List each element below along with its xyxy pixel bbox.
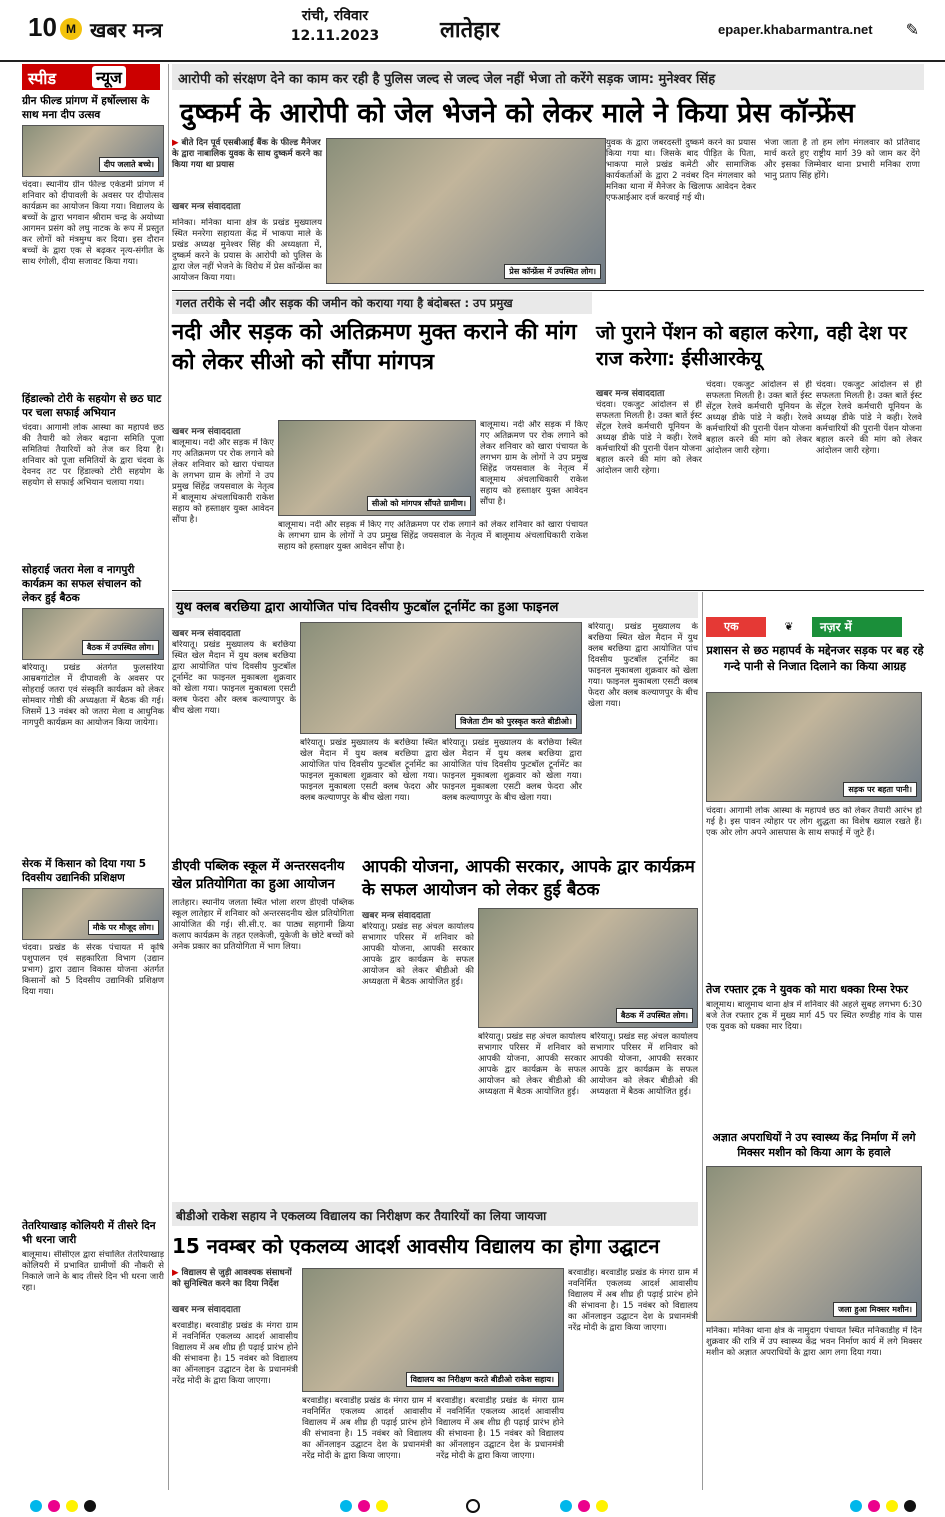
yellow-dot-icon (596, 1500, 608, 1512)
dav-body-spacer (172, 940, 354, 1196)
nazar-body-2: बालूमाथ। बालूमाथ थाना क्षेत्र में शनिवार की अहले सुबह लगभग 6:30 बजे तेज रफ्तार ट्रक में मुख्य मार्ग 45 पर स्थित रुण्डीह गांव के पास एक युवक को धक्का मार दिया। (706, 1000, 922, 1032)
river-body-cont: बालूमाथ। नदी और सड़क में किए गए अतिक्रमण पर रोक लगाने को लेकर शनिवार को खारा पंचायत के लगभग ग्राम के लोगों ने उप प्रमुख सिंहेंद्र जयसवाल के नेतृत्व में बालूमाथ अंचलाधिकारी राकेश सहाय को हस्ताक्षर युक्त आवेदन सौंपा है। (278, 520, 588, 552)
yojana-caption: बैठक में उपस्थित लोग। (616, 1008, 693, 1023)
speed-headline-1: ग्रीन फील्ड प्रांगण में हर्षोल्लास के साथ मना दीप उत्सव (22, 95, 150, 121)
speed-news-column (22, 94, 164, 1390)
cyan-dot-icon (340, 1500, 352, 1512)
magenta-dot-icon (48, 1500, 60, 1512)
print-registration-bar (0, 1494, 945, 1517)
pension-headline: जो पुराने पेंशन को बहाल करेगा, वही देश पर राज करेगा: ईसीआरकेयू (596, 322, 907, 370)
nazar-headline-1: प्रशासन से छठ महापर्व के मद्देनजर सड़क पर बह रहे गन्दे पानी से निजात दिलाने का किया आग्रह (706, 643, 924, 673)
eklavya-body-4: बरवाडीह। बरवाडीह प्रखंड के मंगरा ग्राम में नवनिर्मित एकलव्य आदर्श आवासीय विद्यालय में अब शीघ्र ही पढ़ाई प्रारंभ होने की संभावना है। 15 नवंबर को विद्यालय का ऑनलाइन उद्घाटन देश के प्रधानमंत्री नरेंद्र मोदी के द्वारा किया जाएगा। (568, 1268, 698, 1333)
football-headline: युथ क्लब बरछिया द्वारा आयोजित पांच दिवसीय फुटबॉल टूर्नामेंट का हुआ फाइनल (176, 600, 559, 615)
pension-body-2: चंदवा। एकजुट आंदोलन से ही सफलता मिलती है। उक्त बातें ईस्ट सेंट्रल रेलवे कर्मचारी यूनियन के अध्यक्ष डीके पांडे ने कही। रेलवे कर्मचारियों की पुरानी पेंशन योजना बहाल करने की मांग को लेकर आंदोलन जारी रहेगा। (706, 380, 812, 456)
magenta-dot-icon (868, 1500, 880, 1512)
eklavya-strap-band (172, 1202, 698, 1226)
column-divider (702, 592, 703, 1490)
crosshair-icon (466, 1499, 480, 1513)
speed-news-tag-1: स्पीड (28, 69, 57, 88)
speed-photo-4 (22, 888, 164, 940)
eklavya-headline: 15 नवम्बर को एकलव्य आदर्श आवसीय विद्यालय का होगा उद्घाटन (172, 1234, 660, 1258)
nazar-tag-1: एक (706, 617, 766, 637)
top-body-2: युवक के द्वारा जबरदस्ती दुष्कर्म करने का प्रयास किया गया था। जिसके बाद पीड़ित के पिता, भाकपा माले प्रखंड कमेटी और सामाजिक कार्यकर्ताओं के द्वारा 2 नवंबर दिन मंगलवार को मनिका थाना में मैनेजर के खिलाफ आवेदन देकर एफआईआर दर्ज करवाई गई थी। (606, 138, 756, 203)
nazar-caption-3: जला हुआ मिक्सर मशीन। (833, 1302, 917, 1317)
divider (172, 590, 924, 591)
eklavya-caption: विद्यालय का निरीक्षण करते बीडीओ राकेश सहाय। (406, 1372, 559, 1387)
page-number: 10 (28, 12, 57, 42)
black-dot-icon (904, 1500, 916, 1512)
date-label: 12.11.2023 (290, 28, 380, 44)
cyan-dot-icon (560, 1500, 572, 1512)
top-headline: दुष्कर्म के आरोपी को जेल भेजने को लेकर माले ने किया प्रेस कॉन्फ्रेंस (180, 98, 855, 129)
speed-photo-1 (22, 125, 164, 177)
website-link[interactable]: epaper.khabarmantra.net (718, 22, 873, 37)
speed-news-tag (22, 64, 160, 90)
football-band (172, 592, 698, 618)
top-strap: आरोपी को संरक्षण देने का काम कर रही है पुलिस जल्द से जल्द जेल नहीं भेजा तो करेंगे सड़क जाम: मुनेश्वर सिंह (178, 72, 716, 87)
speed-caption-3: बैठक में उपस्थित लोग। (82, 640, 159, 655)
speed-headline-2: हिंडाल्को टोरी के सहयोग से छठ घाट पर चला सफाई अभियान (22, 393, 162, 419)
football-body-1: बरियातू। प्रखंड मुख्यालय के बरछिया स्थित खेल मैदान में युथ क्लब बरछिया द्वारा आयोजित पांच दिवसीय फुटबॉल टूर्नामेंट का फाइनल मुकाबला शुक्रवार को खेला गया। फाइनल मुकाबला एसटी क्लब फेदरा और क्लब कल्याणपुर के बीच खेला गया। (172, 640, 296, 716)
top-body-1: मनिका। मनिका थाना क्षेत्र के प्रखंड मुख्यालय स्थित मनरेगा सहायता केंद्र में भाकपा माले के प्रखंड अध्यक्ष मुनेश्वर सिंह की अध्यक्षता में, दुष्कर्म करने के प्रयास के आरोपी को पुलिस के द्वारा जेल नहीं भेजने के विरोध में प्रेस कॉन्फ्रेंस का आयोजन किया गया। (172, 218, 322, 283)
eklavya-byline: खबर मन्त्र संवाददाता (172, 1305, 241, 1315)
date-box (255, 6, 415, 46)
yojana-body-1: बरियातू। प्रखंड सह अंचल कार्यालय सभागार परिसर में शनिवार को आपकी योजना, आपकी सरकार आपके द्वार कार्यक्रम के सफल आयोजन को लेकर बीडीओ की अध्यक्षता में बैठक आयोजित हुई। (362, 922, 474, 987)
river-photo (278, 420, 476, 516)
eklavya-body-1: बरवाडीह। बरवाडीह प्रखंड के मंगरा ग्राम में नवनिर्मित एकलव्य आदर्श आवासीय विद्यालय में अब शीघ्र ही पढ़ाई प्रारंभ होने की संभावना है। 15 नवंबर को विद्यालय का ऑनलाइन उद्घाटन देश के प्रधानमंत्री नरेंद्र मोदी के द्वारा किया जाएगा। (172, 1321, 298, 1386)
speed-photo-3 (22, 608, 164, 660)
yojana-body-2: बरियातू। प्रखंड सह अंचल कार्यालय सभागार परिसर में शनिवार को आपकी योजना, आपकी सरकार आपके द्वार कार्यक्रम के सफल आयोजन को लेकर बीडीओ की अध्यक्षता में बैठक आयोजित हुई। (478, 1032, 586, 1097)
magenta-dot-icon (358, 1500, 370, 1512)
dav-headline: डीएवी पब्लिक स्कूल में अन्तरसदनीय खेल प्रतियोगिता का हुआ आयोजन (172, 859, 345, 892)
cyan-dot-icon (850, 1500, 862, 1512)
speed-body-3: बरियातू। प्रखंड अंतर्गत फुलसरिया आम्रबगांटोल में दीपावली के अवसर पर सोहराई जतरा एवं संस्कृति कार्यक्रम को लेकर सोमवार गोष्ठी की अध्यक्षता में बैठक की गई। जिसमें 13 नवंबर को जतरा मेला व आधुनिक नागपुरी कार्यक्रम का आयोजन किया जायेगा। (22, 663, 164, 728)
eklavya-body-2: बरवाडीह। बरवाडीह प्रखंड के मंगरा ग्राम में नवनिर्मित एकलव्य आदर्श आवासीय विद्यालय में अब शीघ्र ही पढ़ाई प्रारंभ होने की संभावना है। 15 नवंबर को विद्यालय का ऑनलाइन उद्घाटन देश के प्रधानमंत्री नरेंद्र मोदी के द्वारा किया जाएगा। (302, 1396, 432, 1461)
speed-headline-5: तेतरियाखाड़ कोलियरी में तीसरे दिन भी धरना जारी (22, 1220, 156, 1246)
dav-body-1: लातेहार। स्थानीय जलता स्थित भोला शरण डीएवी पब्लिक स्कूल लातेहार में शनिवार को अन्तरसदनीय खेल प्रतियोगिता आयोजित की गई। सी.सी.ए. का पाठ्य सहगामी क्रिया कलाप कार्यक्रम के तहत एलकेजी, यूकेजी के छोटे बच्चों को अनेक प्रकार का प्रतियोगिता में भाग लिया। (172, 898, 354, 952)
football-photo (300, 622, 582, 734)
masthead (0, 0, 945, 62)
football-body-4: बरियातू। प्रखंड मुख्यालय के बरछिया स्थित खेल मैदान में युथ क्लब बरछिया द्वारा आयोजित पांच दिवसीय फुटबॉल टूर्नामेंट का फाइनल मुकाबला शुक्रवार को खेला गया। फाइनल मुकाबला एसटी क्लब फेदरा और क्लब कल्याणपुर के बीच खेला गया। (588, 622, 698, 709)
nazar-body-3: मनिका। मनिका थाना क्षेत्र के नामुदाग पंचायत स्थित मनिकाडीह में दिन शुक्रवार की रात्रि में उप स्वास्थ्य केंद्र भवन निर्माण कार्य में लगे मिक्सर मशीन को अज्ञात अपराधियों के द्वारा आग लगा दिया गया। (706, 1326, 922, 1358)
nazar-photo-3 (706, 1166, 922, 1322)
river-strap: गलत तरीके से नदी और सड़क की जमीन को कराया गया है बंदोबस्त : उप प्रमुख (176, 296, 513, 310)
football-byline: खबर मन्त्र संवाददाता (172, 629, 241, 639)
nazar-body-1: चंदवा। आगामी लोक आस्था के महापर्व छठ को लेकर तैयारी आरंभ हो गई है। इस पावन त्योहार पर लोग शुद्धता का विशेष ख्याल रखते हैं। एक ओर लोग अपने आसपास के साथ सफाई में जुटे हैं। (706, 806, 922, 838)
pension-body-1: चंदवा। एकजुट आंदोलन से ही सफलता मिलती है। उक्त बातें ईस्ट सेंट्रल रेलवे कर्मचारी यूनियन के अध्यक्ष डीके पांडे ने कही। रेलवे कर्मचारियों की पुरानी पेंशन योजना बहाल करने की मांग को लेकर आंदोलन जारी रहेगा। (596, 400, 702, 476)
river-headline: नदी और सड़क को अतिक्रमण मुक्त कराने की मांग को लेकर सीओ को सौंपा मांगपत्र (172, 320, 577, 375)
football-caption: विजेता टीम को पुरस्कृत करते बीडीओ। (455, 714, 577, 729)
speed-news-tag-2: न्यूज (92, 66, 126, 88)
column-divider (168, 64, 169, 1490)
eklavya-bullet: ▶ विद्यालय से जुड़ी आवश्यक संसाधनों को सुनिश्चित करने का दिया निर्देश (172, 1268, 298, 1290)
speed-caption-4: मौके पर मौजूद लोग। (88, 920, 159, 935)
river-strap-band (172, 292, 592, 314)
nazar-headline-3: अज्ञात अपराधियों ने उप स्वास्थ्य केंद्र निर्माण में लगे मिक्सर मशीन को किया आग के हवाले (712, 1131, 916, 1159)
speed-body-5: बालूमाथ। सीसीएल द्वारा संचालित तेतरियाखाड़ कोलियरी में प्रभावित ग्रामीणों की नौकरी से निकाले जाने के बाद तीसरे दिन भी धरना जारी रहा। (22, 1250, 164, 1293)
pension-body-3: चंदवा। एकजुट आंदोलन से ही सफलता मिलती है। उक्त बातें ईस्ट सेंट्रल रेलवे कर्मचारी यूनियन के अध्यक्ष डीके पांडे ने कही। रेलवे कर्मचारियों की पुरानी पेंशन योजना बहाल करने की मांग को लेकर आंदोलन जारी रहेगा। (816, 380, 922, 456)
yojana-byline: खबर मन्त्र संवाददाता (362, 911, 431, 921)
brand-logo-icon: M (60, 18, 82, 40)
speed-body-1: चंदवा। स्थानीय ग्रीन फील्ड एकेडमी प्रांगण में शनिवार को दीपावली के अवसर पर दीपोत्सव कार्यक्रम का आयोजन किया गया। विद्यालय के बच्चों के द्वारा भगवान श्रीराम चन्द्र के अयोध्या आगमन प्रसंग को लघु नाटक के रूप में प्रस्तुत कर लोगों को मंत्रमुग्ध कर दिया। इस दौरान बच्चों के द्वारा एक से बढ़कर नृत्य-संगीत के साथ रंगोली, दीया सजावट किया गया। (22, 180, 164, 267)
yellow-dot-icon (66, 1500, 78, 1512)
nazar-tag-2: नज़र में (812, 617, 902, 637)
pension-byline: खबर मन्त्र संवाददाता (596, 389, 665, 399)
river-body: बालूमाथ। नदी और सड़क में किए गए अतिक्रमण पर रोक लगाने को लेकर शनिवार को खारा पंचायत के लगभग ग्राम के लोगों ने उप प्रमुख सिंहेंद्र जयसवाल के नेतृत्व में बालूमाथ अंचलाधिकारी राकेश सहाय को हस्ताक्षर युक्त आवेदन सौंपा है। (172, 438, 274, 525)
eklavya-body-3: बरवाडीह। बरवाडीह प्रखंड के मंगरा ग्राम में नवनिर्मित एकलव्य आदर्श आवासीय विद्यालय में अब शीघ्र ही पढ़ाई प्रारंभ होने की संभावना है। 15 नवंबर को विद्यालय का ऑनलाइन उद्घाटन देश के प्रधानमंत्री नरेंद्र मोदी के द्वारा किया जाएगा। (436, 1396, 564, 1461)
eklavya-photo (302, 1268, 564, 1392)
nazar-tag (706, 617, 902, 637)
divider (172, 290, 924, 291)
yojana-headline: आपकी योजना, आपकी सरकार, आपके द्वार कार्यक्रम के सफल आयोजन को लेकर हुई बैठक (362, 857, 695, 900)
speed-headline-3: सोहराई जतरा मेला व नागपुरी कार्यक्रम का सफल संचालन को लेकर हुई बैठक (22, 564, 142, 604)
river-byline: खबर मन्त्र संवाददाता (172, 427, 241, 437)
speed-headline-4: सेरक में किसान को दिया गया 5 दिवसीय उद्यानिकी प्रशिक्षण (22, 858, 147, 884)
top-caption: प्रेस कॉन्फ्रेंस में उपस्थित लोग। (504, 264, 601, 279)
yojana-body-3: बरियातू। प्रखंड सह अंचल कार्यालय सभागार परिसर में शनिवार को आपकी योजना, आपकी सरकार आपके द्वार कार्यक्रम के सफल आयोजन को लेकर बीडीओ की अध्यक्षता में बैठक आयोजित हुई। (590, 1032, 698, 1097)
black-dot-icon (84, 1500, 96, 1512)
yellow-dot-icon (886, 1500, 898, 1512)
river-caption: सीओ को मांगपत्र सौंपते ग्रामीण। (367, 496, 471, 511)
eklavya-strap: बीडीओ राकेश सहाय ने एकलव्य विद्यालय का निरीक्षण कर तैयारियों का लिया जायजा (176, 1209, 547, 1223)
nazar-headline-2: तेज रफ्तार ट्रक ने युवक को मारा धक्का रिम्स रेफर (706, 983, 908, 996)
yellow-dot-icon (376, 1500, 388, 1512)
football-body-3: बरियातू। प्रखंड मुख्यालय के बरछिया स्थित खेल मैदान में युथ क्लब बरछिया द्वारा आयोजित पांच दिवसीय फुटबॉल टूर्नामेंट का फाइनल मुकाबला शुक्रवार को खेला गया। फाइनल मुकाबला एसटी क्लब फेदरा और क्लब कल्याणपुर के बीच खेला गया। (442, 738, 582, 803)
top-photo (326, 138, 606, 284)
top-byline: खबर मन्त्र संवाददाता (172, 202, 241, 212)
nazar-leaf-icon: ❦ (766, 617, 812, 637)
brand-name: खबर मन्त्र (90, 18, 163, 42)
pointer-icon: ✎ (905, 20, 919, 39)
top-body-3: भेजा जाता है तो हम लोग मंगलवार को प्रतिवाद मार्च करते हुए राष्ट्रीय मार्ग 39 को जाम कर देंगे और इसका जिम्मेवार थाना प्रभारी मनिका राणा भानु प्रताप सिंह होंगे। (764, 138, 920, 181)
speed-caption-1: दीप जलाते बच्चे। (99, 157, 159, 172)
football-body-2: बरियातू। प्रखंड मुख्यालय के बरछिया स्थित खेल मैदान में युथ क्लब बरछिया द्वारा आयोजित पांच दिवसीय फुटबॉल टूर्नामेंट का फाइनल मुकाबला शुक्रवार को खेला गया। फाइनल मुकाबला एसटी क्लब फेदरा और क्लब कल्याणपुर के बीच खेला गया। (300, 738, 438, 803)
section-title: लातेहार (440, 18, 500, 43)
eklavya-left (172, 1268, 298, 1461)
cyan-dot-icon (30, 1500, 42, 1512)
top-strap-band (172, 64, 924, 90)
nazar-caption-1: सड़क पर बहता पानी। (843, 782, 917, 797)
speed-body-2: चंदवा। आगामी लोक आस्था का महापर्व छठ की तैयारी को लेकर बढ़ाना समिति पूजा समितियां तैयारियों को तेज कर दिया है। शनिवार को पूजा समितियों के द्वारा चंदवा के देवनद तट पर हिंडाल्को टोरी सहयोग के सहयोग से सफाई अभियान चलाया गया। (22, 423, 164, 488)
magenta-dot-icon (578, 1500, 590, 1512)
nazar-photo-1 (706, 692, 922, 802)
river-body-side: बालूमाथ। नदी और सड़क में किए गए अतिक्रमण पर रोक लगाने को लेकर शनिवार को खारा पंचायत के लगभग ग्राम के लोगों ने उप प्रमुख सिंहेंद्र जयसवाल के नेतृत्व में बालूमाथ अंचलाधिकारी राकेश सहाय को हस्ताक्षर युक्त आवेदन सौंपा है। (480, 420, 588, 507)
yojana-photo (478, 908, 698, 1028)
top-bullet: ▶ बीते दिन पूर्व एसबीआई बैंक के फील्ड मैनेजर के द्वारा नाबालिक युवक के साथ दुष्कर्म करने का किया गया था प्रयास (172, 138, 322, 171)
speed-body-4: चंदवा। प्रखंड के सेरक पंचायत में कृषि पशुपालन एवं सहकारिता विभाग (उद्यान प्रभाग) द्वारा उद्यान विकास योजना अंतर्गत किसानों को 5 दिवसीय उद्यानिकी प्रशिक्षण दिया गया। (22, 943, 164, 997)
day-label: रांची, रविवार (301, 8, 369, 24)
